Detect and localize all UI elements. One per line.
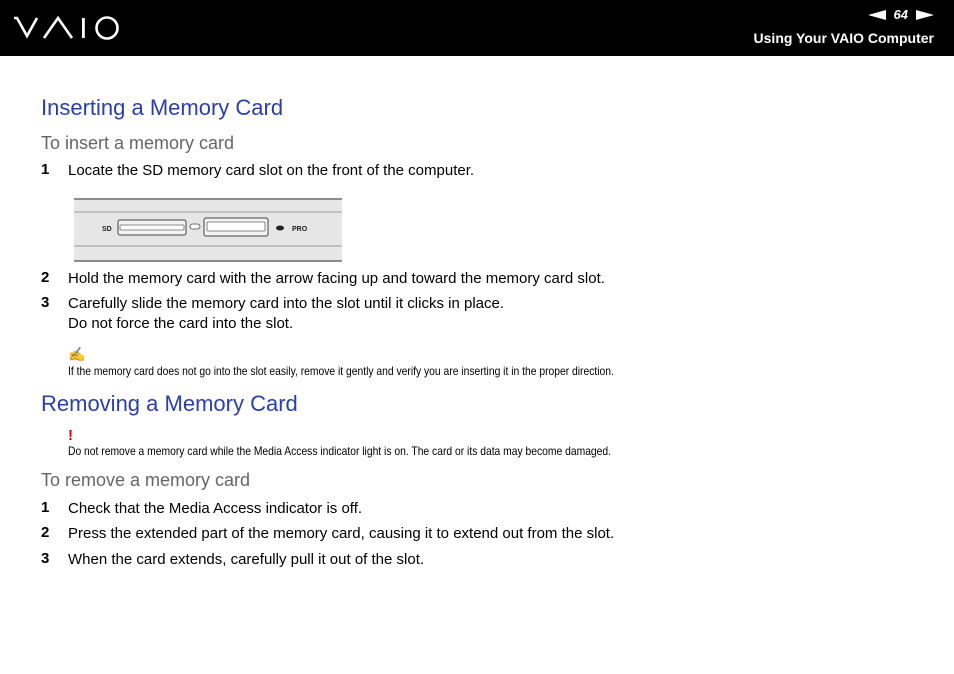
sd-slot-illustration [74,198,342,262]
warning-exclamation-icon: ! [68,427,73,444]
remove-step-3 [41,550,424,570]
remove-subheading: To remove a memory card [41,470,251,490]
note-pencil-icon: ✍ [68,346,86,362]
step-text-continued: Do not force the card into the slot. [68,315,294,332]
remove-warning-text: Do not remove a memory card while the Media Access indicator light is on. The card or its data may become damaged. [68,444,612,458]
step-text: Locate the SD memory card slot on the front of the computer. [68,162,475,179]
step-text-block [68,294,504,334]
page-number: 64 [893,7,908,22]
removing-heading: Removing a Memory Card [41,391,298,416]
remove-step-1 [41,499,362,519]
section-title: Using Your VAIO Computer [753,30,934,46]
vaio-logo [14,14,122,47]
insert-note-text: If the memory card does not go into the slot easily, remove it gently and verify you are inserting it in the proper direction. [68,364,614,378]
step-text: Press the extended part of the memory card, causing it to extend out from the slot. [68,525,615,542]
step-number: 3 [41,294,50,311]
step-number: 2 [41,524,50,541]
step-text: When the card extends, carefully pull it out of the slot. [68,551,425,568]
inserting-heading: Inserting a Memory Card [41,95,284,120]
previous-page-arrow-icon[interactable] [868,10,886,20]
step-number: 1 [41,499,50,516]
step-number: 1 [41,161,50,178]
step-text: Carefully slide the memory card into the slot until it clicks in place. [68,295,505,312]
insert-step-1 [41,161,474,181]
next-page-arrow-icon[interactable] [916,10,934,20]
pro-label: PRO [292,226,308,233]
step-text: Check that the Media Access indicator is off. [68,500,363,517]
insert-step-3 [41,294,504,334]
insert-subheading: To insert a memory card [41,133,235,153]
page-header [0,0,954,56]
step-number: 3 [41,550,50,567]
page-nav [868,7,934,22]
remove-step-2 [41,524,614,544]
step-text: Hold the memory card with the arrow facing up and toward the memory card slot. [68,270,605,287]
step-number: 2 [41,269,50,286]
sd-label: SD [102,226,112,233]
insert-step-2 [41,269,605,289]
